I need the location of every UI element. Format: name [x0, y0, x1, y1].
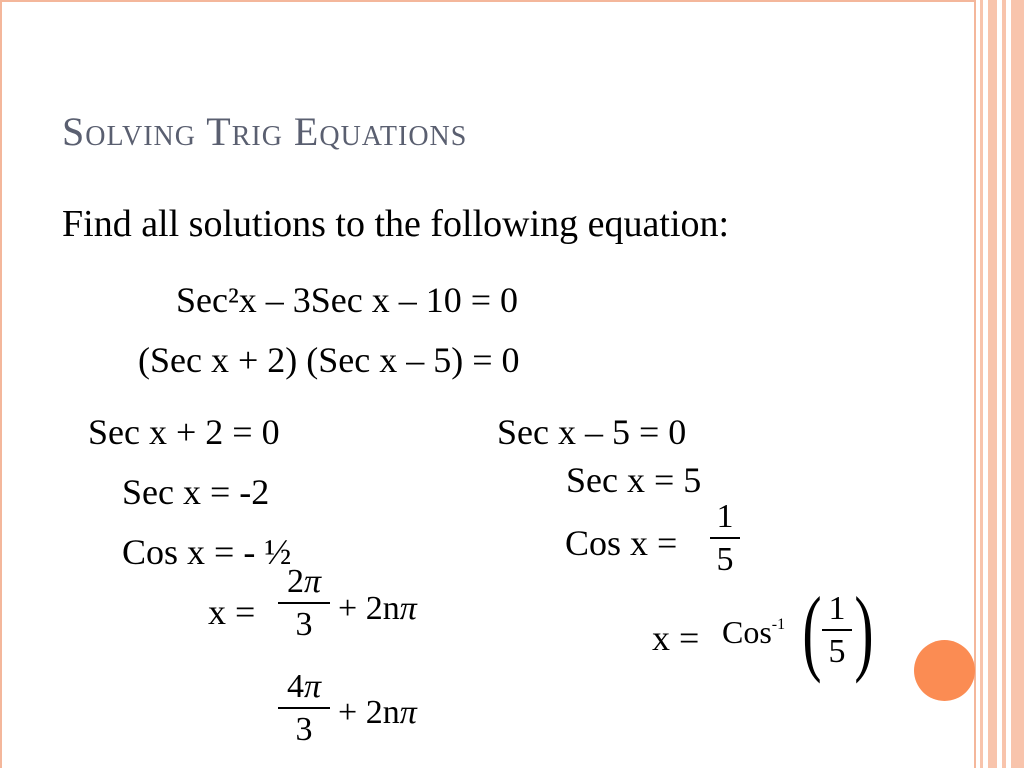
fraction-numerator: 2π: [286, 563, 322, 600]
left-step-2: Sec x = -2: [122, 472, 270, 512]
fraction-denominator: 5: [716, 540, 734, 578]
right-step-3-fraction: [710, 500, 740, 577]
fraction-numerator: 1: [828, 590, 846, 627]
decor-stripe: [988, 0, 997, 768]
decor-stripe: [980, 0, 983, 768]
slide-title: Solving Trig Equations: [62, 109, 468, 154]
equation: Sec²x – 3Sec x – 10 = 0: [176, 280, 519, 320]
right-x-label: x =: [652, 618, 700, 658]
fraction-numerator: 4π: [286, 668, 322, 705]
right-step-2: Sec x = 5: [566, 460, 702, 500]
accent-dot: [914, 640, 975, 701]
fraction-bar: [278, 602, 330, 604]
left-step-3: Cos x = - ½: [122, 532, 292, 572]
left-solution-2-term: + 2nπ: [338, 694, 417, 731]
fraction-denominator: 3: [295, 605, 313, 643]
fraction-denominator: 5: [828, 632, 846, 670]
cos-inverse: Cos$^{-1}$: [722, 614, 786, 650]
decor-stripe: [1002, 0, 1006, 768]
left-solution-1-term: + 2nπ: [338, 590, 417, 627]
left-solution-2-fraction: [278, 670, 330, 747]
fraction-bar: [710, 537, 740, 539]
fraction-numerator: 1: [716, 498, 734, 535]
fraction-bar: [278, 707, 330, 709]
left-x-label: x =: [208, 592, 256, 632]
factored-equation: (Sec x + 2) (Sec x – 5) = 0: [138, 340, 520, 380]
left-solution-1-fraction: [278, 565, 330, 642]
left-step-1: Sec x + 2 = 0: [88, 412, 280, 452]
left-paren: (: [802, 577, 822, 684]
decor-stripe: [1011, 0, 1024, 768]
right-step-1: Sec x – 5 = 0: [497, 412, 687, 452]
right-step-3-label: Cos x =: [565, 523, 678, 563]
fraction-denominator: 3: [295, 710, 313, 748]
prompt-text: Find all solutions to the following equation:: [62, 203, 730, 245]
right-paren: ): [854, 577, 874, 684]
